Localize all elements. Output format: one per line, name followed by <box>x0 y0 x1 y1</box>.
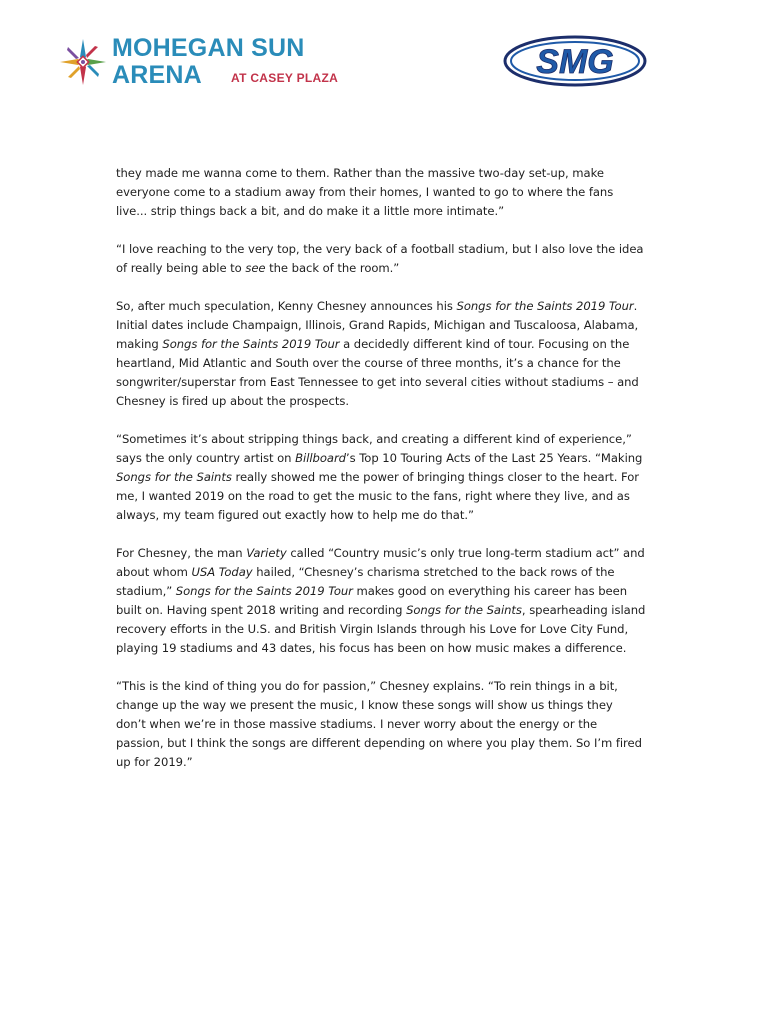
italic-text: Billboard <box>295 451 346 465</box>
smg-logo-text: SMG <box>536 43 614 81</box>
body-paragraph <box>116 297 646 411</box>
paragraph-text: hailed, “Chesney’s charisma stretched to the back rows of the stadium,” <box>116 565 615 598</box>
brand-name-line1: MOHEGAN SUN <box>112 34 305 62</box>
paragraph-text: For Chesney, the man <box>116 546 247 560</box>
paragraph-text: makes good on everything his career has been built on. Having spent 2018 writing and recording <box>116 584 628 617</box>
paragraph-text: . Initial dates include Champaign, Illinois, Grand Rapids, Michigan and Tuscaloosa, Alabama, making <box>116 299 639 351</box>
body-paragraph <box>116 544 646 658</box>
italic-text: Variety <box>246 546 287 560</box>
paragraph-text: So, after much speculation, Kenny Chesney announces his <box>116 299 457 313</box>
smg-logo-graphic <box>503 35 647 87</box>
italic-text: USA Today <box>191 565 253 579</box>
brand-name-line2: ARENA <box>112 61 202 89</box>
paragraph-text: “I love reaching to the very top, the very back of a football stadium, but I also love the idea of really being able to <box>116 242 644 275</box>
body-paragraph <box>116 430 646 525</box>
italic-text: Songs for the Saints 2019 Tour <box>162 337 340 351</box>
paragraph-text: a decidedly different kind of tour. Focusing on the heartland, Mid Atlantic and South over the course of three months, it’s a chance for the songwriter/superstar from East Tennessee to get into several cities without stadiums – and Chesney is fired up about the prospects. <box>116 337 639 408</box>
paragraph-text: “Sometimes it’s about stripping things back, and creating a different kind of experience,” says the only country artist on <box>116 432 632 465</box>
italic-text: Songs for the Saints <box>406 603 522 617</box>
body-paragraph <box>116 240 646 278</box>
paragraph-text: ’s Top 10 Touring Acts of the Last 25 Years. “Making <box>345 451 643 465</box>
paragraph-text: the back of the room.” <box>265 261 400 275</box>
paragraph-text: , spearheading island recovery efforts in the U.S. and British Virgin Islands through his Love for Love City Fund, playing 19 stadiums and 43 dates, his focus has been on how music makes a difference. <box>116 603 646 655</box>
brand-subtitle: AT CASEY PLAZA <box>231 71 339 85</box>
article-body <box>116 164 646 791</box>
italic-text: Songs for the Saints 2019 Tour <box>456 299 634 313</box>
italic-text: Songs for the Saints 2019 Tour <box>175 584 353 598</box>
smg-logo <box>503 35 647 87</box>
italic-text: Songs for the Saints <box>116 470 232 484</box>
paragraph-text: “This is the kind of thing you do for passion,” Chesney explains. “To rein things in a bit, change up the way we present the music, I know these songs will show us things they don’t when we’re in those massive stadiums. I never worry about the energy or the passion, but I think the songs are different depending on where you play them. So I’m fired up for 2019.” <box>116 679 642 769</box>
italic-text: see <box>245 261 266 275</box>
paragraph-text: they made me wanna come to them. Rather than the massive two-day set-up, make everyone come to a stadium away from their homes, I wanted to go to where the fans live... strip things back a bit, and do make it a little more intimate.” <box>116 166 614 218</box>
body-paragraph <box>116 677 646 772</box>
mohegan-sun-arena-logo <box>58 34 348 94</box>
body-paragraph <box>116 164 646 221</box>
paragraph-text: called “Country music’s only true long-term stadium act” and about whom <box>116 546 645 579</box>
paragraph-text: really showed me the power of bringing things closer to the heart. For me, I wanted 2019 on the road to get the music to the fans, right where they live, and as always, my team figured out exactly how to help me do that.” <box>116 470 640 522</box>
sun-star-icon <box>58 37 108 87</box>
